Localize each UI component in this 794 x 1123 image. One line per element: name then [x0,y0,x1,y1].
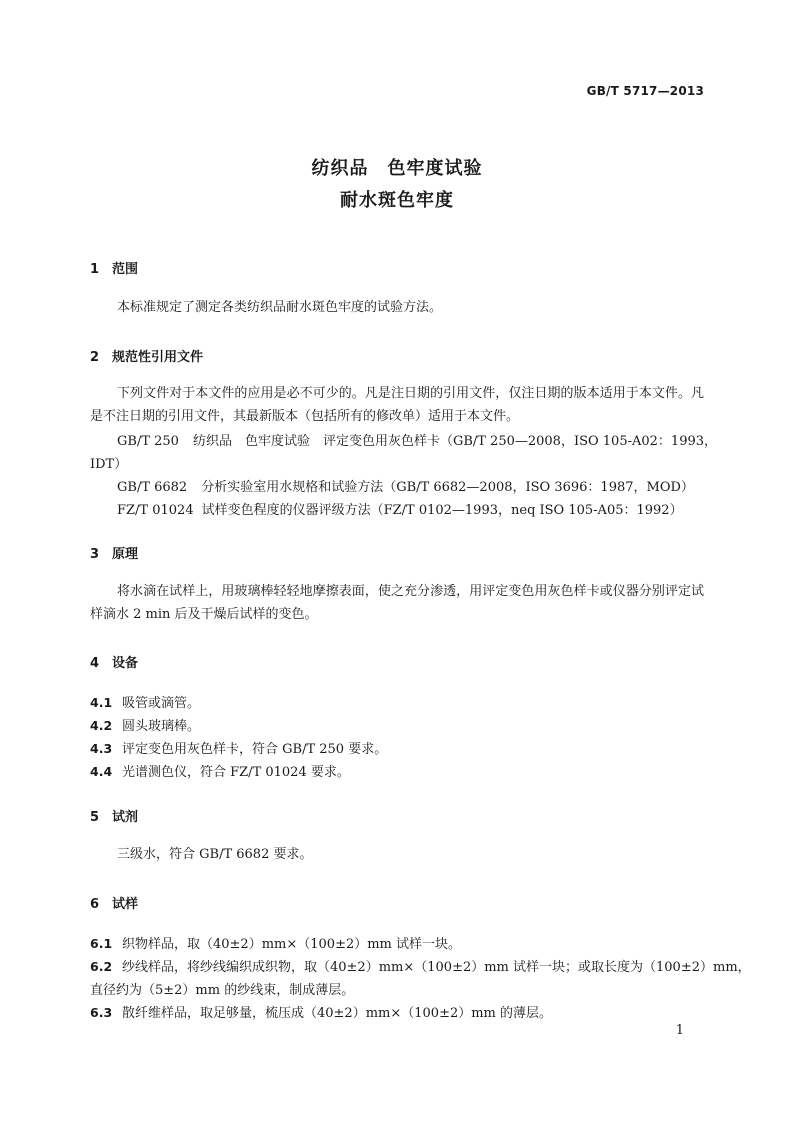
clause-text: 吸管或滴管。 [122,696,201,711]
clause-text: 圆头玻璃棒。 [122,719,201,734]
section-number: 5 [90,810,100,825]
clause-text: 散纤维样品，取足够量，梳压成（40±2）mm×（100±2）mm 的薄层。 [122,1006,553,1021]
section-body: 三级水，符合 GB/T 6682 要求。 [117,847,313,862]
clause-item [90,715,710,734]
section-heading-1 [90,258,138,277]
section-title: 原理 [112,547,139,562]
reference-item [117,430,737,449]
clause-continuation: 直径约为（5±2）mm 的纱线束，制成薄层。 [90,983,355,998]
section-number: 1 [90,262,100,277]
section-body: 将水滴在试样上，用玻璃棒轻轻地摩擦表面，使之充分渗透，用评定变色用灰色样卡或仪器分别评定试样滴水 2 min 后及干燥后试样的变色。 [90,584,704,622]
section-number: 6 [90,897,100,912]
section-heading-6 [90,893,138,912]
section-number: 3 [90,547,100,562]
clause-number: 4.3 [90,741,113,756]
clause-item [90,761,710,780]
section-title: 范围 [112,262,139,277]
clause-item [90,933,710,952]
reference-text: 分析实验室用水规格和试验方法（GB/T 6682—2008，ISO 3696：1987，MOD） [201,480,694,495]
clause-number: 4.1 [90,695,113,710]
clause-number: 6.2 [90,959,113,974]
clause-text: 织物样品，取（40±2）mm×（100±2）mm 试样一块。 [122,937,462,952]
clause-item [90,1002,710,1021]
clause-number: 4.2 [90,718,113,733]
reference-code: GB/T 250 [117,434,179,449]
clause-text: 纱线样品，将纱线编织成织物，取（40±2）mm×（100±2）mm 试样一块；或取长度为（100±2）mm， [122,960,751,975]
reference-item [117,499,737,518]
section-number: 4 [90,656,100,671]
clause-number: 6.1 [90,936,113,951]
clause-item [90,692,710,711]
reference-code: FZ/T 01024 [117,503,194,518]
document-code: GB/T 5717—2013 [586,84,704,98]
section-title: 试样 [112,897,139,912]
section-heading-2 [90,346,203,365]
section-intro: 下列文件对于本文件的应用是必不可少的。凡是注日期的引用文件，仅注日期的版本适用于本文件。凡是不注日期的引用文件，其最新版本（包括所有的修改单）适用于本文件。 [90,386,704,424]
page-number: 1 [675,1023,684,1038]
clause-item [90,956,751,975]
section-heading-3 [90,543,138,562]
document-subtitle: 耐水斑色牢度 [340,190,454,211]
section-title: 规范性引用文件 [112,350,204,365]
section-heading-4 [90,652,138,671]
section-title: 设备 [112,656,139,671]
clause-number: 4.4 [90,764,113,779]
reference-continuation: IDT） [90,457,128,472]
document-title: 纺织品 色牢度试验 [311,158,483,179]
section-body: 本标准规定了测定各类纺织品耐水斑色牢度的试验方法。 [117,300,443,315]
clause-text: 评定变色用灰色样卡，符合 GB/T 250 要求。 [122,742,388,757]
clause-number: 6.3 [90,1005,113,1020]
clause-text: 光谱测色仪，符合 FZ/T 01024 要求。 [122,765,350,780]
section-heading-5 [90,806,138,825]
reference-text: 纺织品 色牢度试验 评定变色用灰色样卡（GB/T 250—2008，ISO 105-A02：1993， [192,434,718,449]
clause-item [90,738,710,757]
section-title: 试剂 [112,810,139,825]
reference-item [117,476,737,495]
section-number: 2 [90,350,100,365]
reference-code: GB/T 6682 [117,480,188,495]
reference-text: 试样变色程度的仪器评级方法（FZ/T 0102—1993，neq ISO 105-A05：1992） [201,503,683,518]
